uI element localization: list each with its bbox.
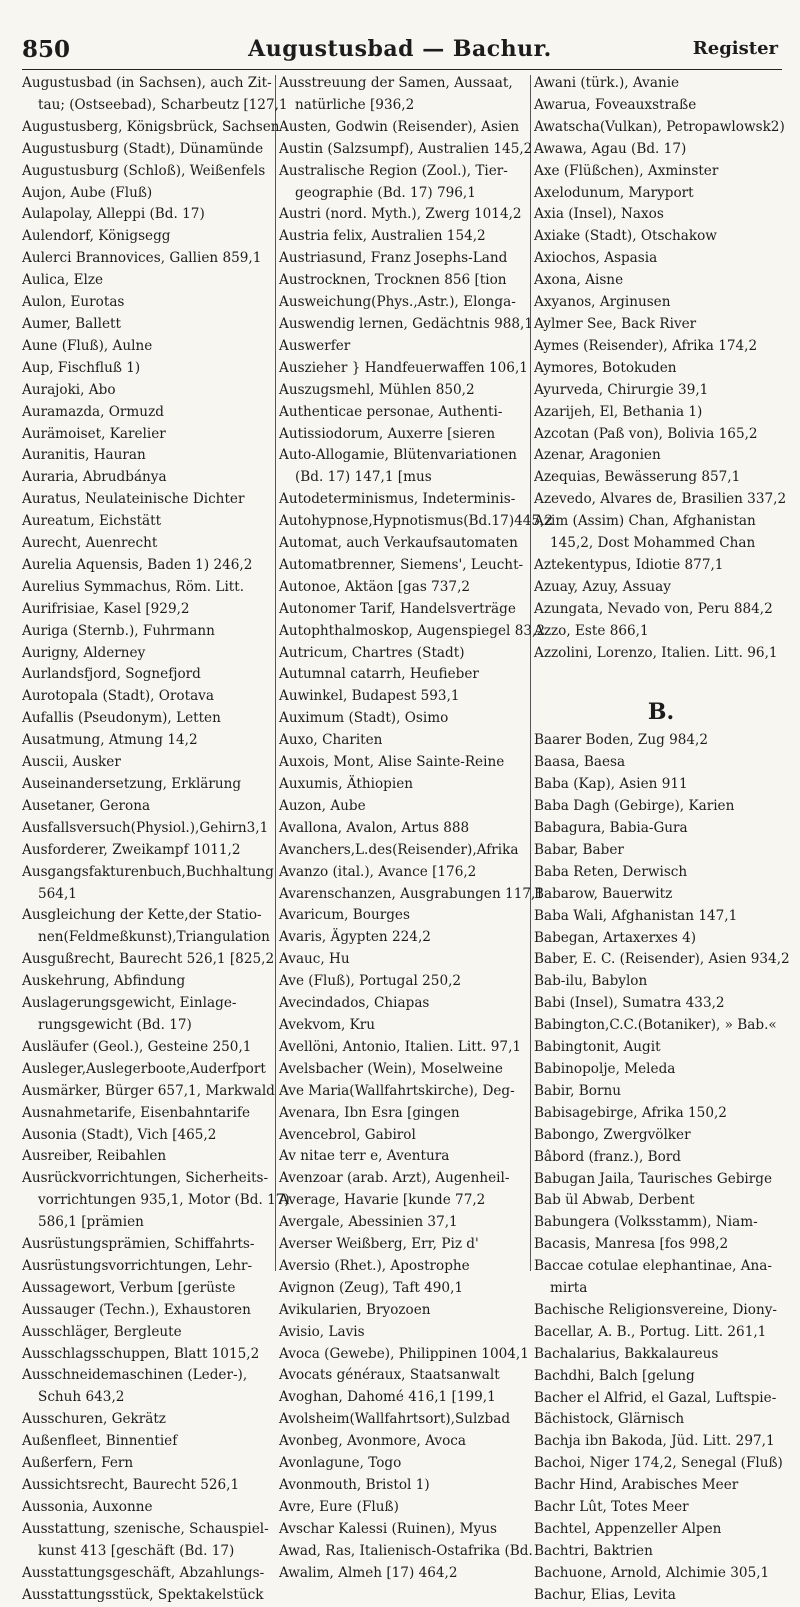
register-entry: Azcotan (Paß von), Bolivia 165,2 (534, 425, 758, 442)
register-entry: Axia (Insel), Naxos (534, 206, 664, 223)
register-entry: Aujon, Aube (Fluß) (22, 184, 153, 201)
register-entry: Avolsheim(Wallfahrtsort),Sulzbad (279, 1411, 511, 1428)
register-entry: Autumnal catarrh, Heufieber (279, 666, 479, 683)
register-entry: Babingtonit, Augit (534, 1039, 661, 1056)
register-entry: Bachoi, Niger 174,2, Senegal (Fluß) (534, 1455, 783, 1472)
page-number: 850 (22, 36, 71, 63)
register-entry: Axe (Flüßchen), Axminster (534, 162, 719, 179)
register-entry: Ausschneidemaschinen (Leder-), (22, 1367, 248, 1384)
register-entry: Augustusberg, Königsbrück, Sachsen (22, 118, 280, 135)
register-entry-continuation: Schuh 643,2 (38, 1389, 125, 1406)
register-entry: Aulapolay, Alleppi (Bd. 17) (22, 206, 205, 223)
register-entry: Axiake (Stadt), Otschakow (534, 228, 717, 245)
register-entry: Azenar, Aragonien (534, 447, 661, 464)
register-entry: Bachische Religionsvereine, Diony- (534, 1301, 777, 1318)
register-entry-continuation: tau; (Ostseebad), Scharbeutz [127,1 (38, 96, 288, 113)
register-entry: Bacellar, A. B., Portug. Litt. 261,1 (534, 1323, 767, 1340)
register-entry: Babar, Baber (534, 841, 624, 858)
register-entry: Autricum, Chartres (Stadt) (279, 644, 465, 661)
register-entry-continuation: geographie (Bd. 17) 796,1 (295, 184, 476, 201)
register-entry: Ausgußrecht, Baurecht 526,1 [825,2 (22, 951, 275, 968)
register-entry: Autophthalmoskop, Augenspiegel 83,2 (279, 622, 545, 639)
register-entry: Auskehrung, Abfindung (22, 973, 186, 990)
register-entry: Ausforderer, Zweikampf 1011,2 (22, 841, 241, 858)
register-entry: Avelsbacher (Wein), Moselweine (279, 1060, 503, 1077)
register-entry: Aymores, Botokuden (534, 359, 677, 376)
register-entry-continuation: 586,1 [prämien (38, 1214, 144, 1231)
register-entry-continuation: (Bd. 17) 147,1 [mus (295, 469, 432, 486)
register-entry: Awarua, Foveauxstraße (534, 96, 697, 113)
register-entry: Aurämoiset, Karelier (22, 425, 166, 442)
register-entry: Ausweichung(Phys.,Astr.), Elonga- (279, 294, 516, 311)
register-entry: Autodeterminismus, Indeterminis- (279, 491, 516, 508)
register-entry: Ausschuren, Gekrätz (22, 1411, 166, 1428)
register-entry: Bachr Lût, Totes Meer (534, 1499, 689, 1516)
register-entry: Auriga (Sternb.), Fuhrmann (22, 622, 215, 639)
register-entry: Awalim, Almeh [17) 464,2 (279, 1564, 458, 1581)
register-entry: Augustusburg (Schloß), Weißenfels (22, 162, 266, 179)
register-entry: Autonoe, Aktäon [gas 737,2 (279, 578, 471, 595)
register-entry: Aurelius Symmachus, Röm. Litt. (22, 578, 245, 595)
register-entry: Azim (Assim) Chan, Afghanistan (534, 513, 756, 530)
register-entry: Auximum (Stadt), Osimo (279, 710, 449, 727)
register-entry: Ausrüstungsvorrichtungen, Lehr- (22, 1257, 253, 1274)
register-entry: Ausonia (Stadt), Vich [465,2 (22, 1126, 217, 1143)
register-entry: Avenzoar (arab. Arzt), Augenheil- (279, 1170, 510, 1187)
column-divider (530, 75, 531, 1271)
register-entry: Avoca (Gewebe), Philippinen 1004,1 (279, 1345, 529, 1362)
register-entry: Baasa, Baesa (534, 754, 626, 771)
section-label: Register (692, 38, 778, 59)
register-entry: Avecindados, Chiapas (279, 995, 430, 1012)
register-entry: Ausläufer (Geol.), Gesteine 250,1 (22, 1038, 252, 1055)
section-letter: B. (647, 699, 675, 726)
register-entry: Avocats généraux, Staatsanwalt (279, 1367, 500, 1384)
register-entry: Baccae cotulae elephantinae, Ana- (534, 1258, 773, 1275)
register-entry: Austria felix, Australien 154,2 (279, 228, 486, 245)
register-entry: Awatscha(Vulkan), Petropawlowsk2) (534, 118, 785, 135)
register-entry: Avekvom, Kru (279, 1016, 376, 1033)
register-entry: Auraria, Abrudbánya (22, 469, 167, 486)
register-entry: Avarenschanzen, Ausgrabungen 117,1 (279, 885, 544, 902)
register-entry: Aulica, Elze (22, 272, 104, 289)
register-entry: Avisio, Lavis (279, 1323, 365, 1340)
register-entry: Aurlandsfjord, Sognefjord (22, 666, 201, 683)
register-entry: Auxois, Mont, Alise Sainte-Reine (279, 754, 505, 771)
register-entry: Auswendig lernen, Gedächtnis 988,1 (279, 315, 534, 332)
register-entry: Aymes (Reisender), Afrika 174,2 (534, 337, 758, 354)
register-entry: Avaricum, Bourges (279, 907, 410, 924)
register-entry: Bachuone, Arnold, Alchimie 305,1 (534, 1564, 770, 1581)
register-entry: Augustusbad (in Sachsen), auch Zit- (22, 75, 272, 91)
register-entry: Ausstattungsstück, Spektakelstück (22, 1586, 264, 1603)
register-entry: Auto-Allogamie, Blütenvariationen (279, 447, 517, 464)
register-entry: Australische Region (Zool.), Tier- (279, 162, 508, 179)
register-entry: Aversio (Rhet.), Apostrophe (279, 1257, 470, 1274)
register-entry: Aurecht, Auenrecht (22, 535, 158, 552)
register-entry: Augustusburg (Stadt), Dünamünde (22, 140, 264, 157)
register-entry: Babisagebirge, Afrika 150,2 (534, 1104, 727, 1121)
register-entry: Ausleger,Auslegerboote,Auderfport (22, 1060, 266, 1077)
register-entry: Ausstreuung der Samen, Aussaat, (279, 75, 513, 91)
register-entry: Ayurveda, Chirurgie 39,1 (534, 381, 709, 398)
register-entry: Bacasis, Manresa [fos 998,2 (534, 1236, 729, 1253)
register-entry: Bachalarius, Bakkalaureus (534, 1345, 719, 1362)
register-entry: Automat, auch Verkaufsautomaten (279, 535, 518, 552)
register-entry: Austin (Salzsumpf), Australien 145,2 (279, 140, 533, 157)
register-entry: Azequias, Bewässerung 857,1 (534, 469, 741, 486)
register-entry (534, 664, 788, 686)
register-entry: Awawa, Agau (Bd. 17) (534, 140, 687, 157)
register-entry: Ausgangsfakturenbuch,Buchhaltung (22, 863, 274, 880)
register-entry: Bachja ibn Bakoda, Jüd. Litt. 297,1 (534, 1433, 775, 1450)
register-entry: Axiochos, Aspasia (534, 250, 658, 267)
register-entry: Ausreiber, Reibahlen (22, 1148, 167, 1165)
register-entry-continuation: vorrichtungen 935,1, Motor (Bd. 17) (38, 1192, 290, 1209)
register-entry: Auslagerungsgewicht, Einlage- (22, 995, 237, 1012)
register-column-2 (279, 73, 554, 1581)
register-entry: Baarer Boden, Zug 984,2 (534, 732, 709, 749)
register-entry: Azuay, Azuy, Assuay (534, 578, 671, 595)
register-entry: Bab ül Abwab, Derbent (534, 1192, 695, 1209)
register-entry: Awani (türk.), Avanie (534, 75, 680, 91)
register-entry: Avergale, Abessinien 37,1 (279, 1214, 458, 1231)
register-entry: Bâbord (franz.), Bord (534, 1148, 681, 1165)
register-entry: Auswerfer (279, 337, 351, 354)
register-entry: Austri (nord. Myth.), Zwerg 1014,2 (279, 206, 522, 223)
register-entry-continuation: 145,2, Dost Mohammed Chan (550, 535, 756, 552)
register-entry: Auwinkel, Budapest 593,1 (279, 688, 460, 705)
register-entry: Babington,C.C.(Botaniker), » Bab.« (534, 1017, 777, 1034)
page-header (0, 36, 800, 72)
register-entry: Authenticae personae, Authenti- (279, 403, 503, 420)
register-entry: Auszugsmehl, Mühlen 850,2 (279, 381, 475, 398)
register-entry: Avre, Eure (Fluß) (279, 1498, 399, 1515)
register-entry: Aurigny, Alderney (22, 644, 146, 661)
register-entry: Babir, Bornu (534, 1082, 621, 1099)
header-rule (22, 69, 782, 70)
register-entry: Axyanos, Arginusen (534, 294, 671, 311)
register-column-3 (534, 73, 790, 1603)
register-entry: Axelodunum, Maryport (534, 184, 694, 201)
register-entry: Austriasund, Franz Josephs-Land (279, 250, 508, 267)
register-entry: Aulon, Eurotas (22, 294, 125, 311)
register-entry: Ave Maria(Wallfahrtskirche), Deg- (279, 1082, 515, 1099)
register-entry: Auranitis, Hauran (22, 447, 146, 464)
register-entry: Baba Wali, Afghanistan 147,1 (534, 907, 738, 924)
register-entry: Avonmouth, Bristol 1) (279, 1477, 430, 1493)
register-entry: Autissiodorum, Auxerre [sieren (279, 425, 496, 442)
register-entry: Aurifrisiae, Kasel [929,2 (22, 600, 190, 617)
register-entry: Avignon (Zeug), Taft 490,1 (279, 1279, 464, 1296)
register-entry: Avaris, Ägypten 224,2 (279, 929, 431, 946)
register-entry: Aussauger (Techn.), Exhaustoren (22, 1301, 251, 1318)
running-title: Augustusbad — Bachur. (248, 36, 552, 62)
register-entry: Avschar Kalessi (Ruinen), Myus (279, 1520, 497, 1537)
register-entry: Babegan, Artaxerxes 4) (534, 929, 697, 946)
register-entry: Auxumis, Äthiopien (279, 776, 414, 792)
register-entry: Ausrüstungsprämien, Schiffahrts- (22, 1236, 255, 1253)
register-entry: Azzolini, Lorenzo, Italien. Litt. 96,1 (534, 644, 778, 661)
register-entry: Azevedo, Alvares de, Brasilien 337,2 (534, 491, 787, 508)
register-entry: Auscii, Ausker (22, 754, 121, 771)
register-entry: Average, Havarie [kunde 77,2 (279, 1192, 486, 1209)
register-entry: Awad, Ras, Italienisch-Ostafrika (Bd. (279, 1542, 533, 1559)
register-entry: Aureatum, Eichstätt (22, 513, 162, 530)
register-entry: Aup, Fischfluß 1) (22, 359, 141, 376)
register-entry: Azzo, Este 866,1 (534, 622, 649, 639)
register-entry: Ausstattung, szenische, Schauspiel- (22, 1520, 269, 1537)
register-entry: Bachr Hind, Arabisches Meer (534, 1477, 739, 1494)
register-entry: Aulerci Brannovices, Gallien 859,1 (22, 250, 262, 267)
register-entry: Außerfern, Fern (22, 1455, 134, 1472)
register-entry: Auxo, Chariten (279, 732, 383, 749)
register-entry: Aufallis (Pseudonym), Letten (22, 710, 221, 727)
register-entry: Avenara, Ibn Esra [gingen (279, 1104, 460, 1121)
register-entry: Bachur, Elias, Levita (534, 1586, 676, 1603)
register-entry: Aylmer See, Back River (534, 315, 697, 332)
register-entry: Austrocknen, Trocknen 856 [tion (279, 272, 507, 289)
register-entry: Azarijeh, El, Bethania 1) (534, 403, 703, 420)
register-entry: Autonomer Tarif, Handelsverträge (279, 600, 516, 617)
register-entry: Ausetaner, Gerona (22, 797, 151, 814)
register-entry: Avikularien, Bryozoen (279, 1301, 431, 1318)
column-divider (275, 75, 276, 1271)
register-entry: Auzon, Aube (279, 797, 366, 814)
register-entry: Babongo, Zwergvölker (534, 1126, 691, 1143)
register-entry: Aussonia, Auxonne (22, 1498, 153, 1515)
register-entry: Axona, Aisne (534, 272, 624, 289)
register-entry: Avallona, Avalon, Artus 888 (279, 819, 470, 836)
register-entry: Baber, E. C. (Reisender), Asien 934,2 (534, 951, 790, 968)
register-entry: Automatbrenner, Siemens', Leucht- (279, 556, 524, 573)
register-entry: Azungata, Nevado von, Peru 884,2 (534, 600, 773, 617)
register-entry: Aumer, Ballett (22, 315, 121, 332)
register-entry: Baba (Kap), Asien 911 (534, 776, 688, 793)
register-entry: Auseinandersetzung, Erklärung (22, 776, 242, 792)
register-entry: Babungera (Volksstamm), Niam- (534, 1214, 758, 1231)
register-entry: Aurajoki, Abo (22, 381, 116, 398)
register-entry: Bächistock, Glärnisch (534, 1411, 685, 1428)
register-entry: Babi (Insel), Sumatra 433,2 (534, 995, 725, 1012)
register-entry-continuation: mirta (550, 1280, 588, 1297)
register-entry: Ausschläger, Bergleute (22, 1323, 182, 1340)
register-entry: Avanchers,L.des(Reisender),Afrika (279, 841, 519, 858)
register-entry: Avonlagune, Togo (279, 1455, 402, 1472)
register-entry: Austen, Godwin (Reisender), Asien (279, 118, 520, 135)
register-entry: Auratus, Neulateinische Dichter (22, 491, 245, 508)
register-entry-continuation: kunst 413 [geschäft (Bd. 17) (38, 1542, 235, 1559)
register-entry: Averser Weißberg, Err, Piz d' (279, 1236, 479, 1253)
register-entry: Auramazda, Ormuzd (22, 403, 164, 420)
register-entry: Babugan Jaila, Taurisches Gebirge (534, 1170, 773, 1187)
register-entry: Ausfallsversuch(Physiol.),Gehirn3,1 (22, 819, 269, 836)
register-entry: Auszieher } Handfeuerwaffen 106,1 (279, 359, 528, 376)
register-entry: Ave (Fluß), Portugal 250,2 (279, 973, 462, 990)
register-column-1 (22, 73, 290, 1603)
register-entry: Avauc, Hu (279, 951, 350, 968)
register-entry: Bacher el Alfrid, el Gazal, Luftspie- (534, 1389, 777, 1406)
register-entry: Aulendorf, Königsegg (22, 228, 171, 245)
register-entry: Außenfleet, Binnentief (22, 1433, 178, 1450)
register-entry: Avencebrol, Gabirol (279, 1126, 416, 1143)
register-entry: Bachtel, Appenzeller Alpen (534, 1521, 722, 1537)
register-entry: Avonbeg, Avonmore, Avoca (279, 1433, 466, 1450)
register-entry: Ausschlagsschuppen, Blatt 1015,2 (22, 1345, 260, 1362)
register-entry-continuation: natürliche [936,2 (295, 96, 415, 113)
register-entry: Aurotopala (Stadt), Orotava (22, 688, 214, 705)
register-entry: Avanzo (ital.), Avance [176,2 (279, 863, 477, 880)
register-entry: Aurelia Aquensis, Baden 1) 246,2 (22, 556, 253, 573)
register-entry: Bab-ilu, Babylon (534, 973, 648, 990)
register-entry: Autohypnose,Hypnotismus(Bd.17)445,2 (279, 513, 554, 530)
register-entry: Ausnahmetarife, Eisenbahntarife (22, 1104, 251, 1121)
register-entry-continuation: rungsgewicht (Bd. 17) (38, 1016, 192, 1033)
register-entry: Aune (Fluß), Aulne (22, 337, 153, 354)
register-entry: Ausmärker, Bürger 657,1, Markwald (22, 1082, 275, 1099)
register-entry: Ausgleichung der Kette,der Statio- (22, 907, 262, 924)
register-entry: Ausatmung, Atmung 14,2 (22, 732, 198, 749)
register-entry: Ausrückvorrichtungen, Sicherheits- (22, 1170, 269, 1187)
register-entry: Aussichtsrecht, Baurecht 526,1 (22, 1477, 240, 1493)
register-entry-continuation: 564,1 (38, 885, 77, 902)
register-entry: Av nitae terr e, Aventura (279, 1148, 450, 1165)
register-entry: Bachdhi, Balch [gelung (534, 1367, 695, 1384)
register-entry: Bachtri, Baktrien (534, 1542, 653, 1559)
register-entry: Babinopolje, Meleda (534, 1060, 676, 1077)
register-entry-continuation: nen(Feldmeßkunst),Triangulation (38, 929, 270, 946)
register-entry: Avoghan, Dahomé 416,1 [199,1 (279, 1389, 496, 1406)
register-entry: Babarow, Bauerwitz (534, 885, 673, 902)
register-entry: Avellöni, Antonio, Italien. Litt. 97,1 (279, 1038, 522, 1055)
register-entry: Babagura, Babia-Gura (534, 820, 688, 836)
register-entry: Baba Reten, Derwisch (534, 863, 688, 880)
register-entry: Aztekentypus, Idiotie 877,1 (534, 556, 724, 573)
register-entry: Aussagewort, Verbum [gerüste (22, 1279, 236, 1296)
register-entry: Ausstattungsgeschäft, Abzahlungs- (22, 1564, 265, 1581)
register-entry: Baba Dagh (Gebirge), Karien (534, 798, 735, 815)
